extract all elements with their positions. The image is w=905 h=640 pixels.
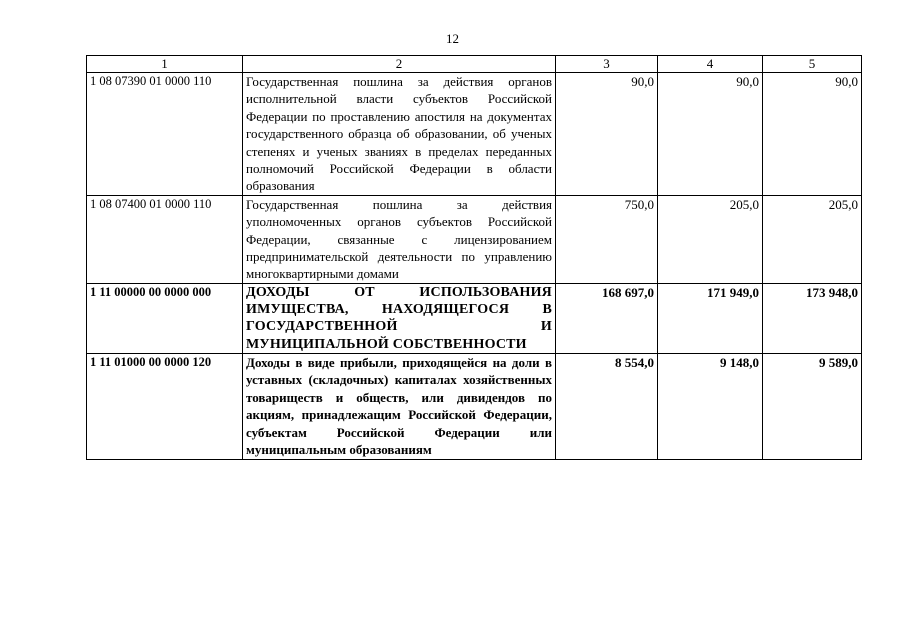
column-header-3: 3 bbox=[556, 56, 658, 73]
row-name: Государственная пошлина за действия уполномоченных органов субъектов Российской Федерации, связанные с лицензированием предпринимательской деятельности по управлению многоквартирными домами bbox=[243, 195, 556, 283]
table-row bbox=[87, 195, 862, 283]
row-value-col5: 173 948,0 bbox=[763, 283, 862, 353]
column-header-2: 2 bbox=[243, 56, 556, 73]
table-row bbox=[87, 354, 862, 459]
table-row bbox=[87, 73, 862, 196]
row-value-col5: 90,0 bbox=[763, 73, 862, 196]
row-value-col4: 90,0 bbox=[658, 73, 763, 196]
row-value-col4: 9 148,0 bbox=[658, 354, 763, 459]
row-name: ДОХОДЫ ОТ ИСПОЛЬЗОВАНИЯ ИМУЩЕСТВА, НАХОДЯЩЕГОСЯ В ГОСУДАРСТВЕННОЙ И МУНИЦИПАЛЬНОЙ СОБСТВЕННОСТИ bbox=[243, 283, 556, 353]
row-name: Доходы в виде прибыли, приходящейся на доли в уставных (складочных) капиталах хозяйственных товариществ и обществ, или дивидендов по акциям, принадлежащим Российской Федерации, субъектам Российской Федерации или муниципальным образованиям bbox=[243, 354, 556, 459]
row-code: 1 08 07400 01 0000 110 bbox=[87, 195, 243, 283]
row-value-col3: 8 554,0 bbox=[556, 354, 658, 459]
revenue-table bbox=[86, 55, 862, 460]
row-name: Государственная пошлина за действия органов исполнительной власти субъектов Российской Федерации по проставлению апостиля на документах государственного образца об образовании, об ученых степенях и ученых званиях в пределах переданных полномочий Российской Федерации в области образования bbox=[243, 73, 556, 196]
column-header-4: 4 bbox=[658, 56, 763, 73]
row-value-col4: 205,0 bbox=[658, 195, 763, 283]
row-value-col3: 168 697,0 bbox=[556, 283, 658, 353]
page-number: 12 bbox=[446, 31, 459, 46]
row-value-col4: 171 949,0 bbox=[658, 283, 763, 353]
column-header-5: 5 bbox=[763, 56, 862, 73]
row-value-col5: 205,0 bbox=[763, 195, 862, 283]
table-row bbox=[87, 283, 862, 353]
column-header-1: 1 bbox=[87, 56, 243, 73]
row-value-col3: 90,0 bbox=[556, 73, 658, 196]
table-header-row bbox=[87, 56, 862, 73]
row-code: 1 08 07390 01 0000 110 bbox=[87, 73, 243, 196]
row-value-col3: 750,0 bbox=[556, 195, 658, 283]
row-code: 1 11 01000 00 0000 120 bbox=[87, 354, 243, 459]
row-value-col5: 9 589,0 bbox=[763, 354, 862, 459]
row-code: 1 11 00000 00 0000 000 bbox=[87, 283, 243, 353]
